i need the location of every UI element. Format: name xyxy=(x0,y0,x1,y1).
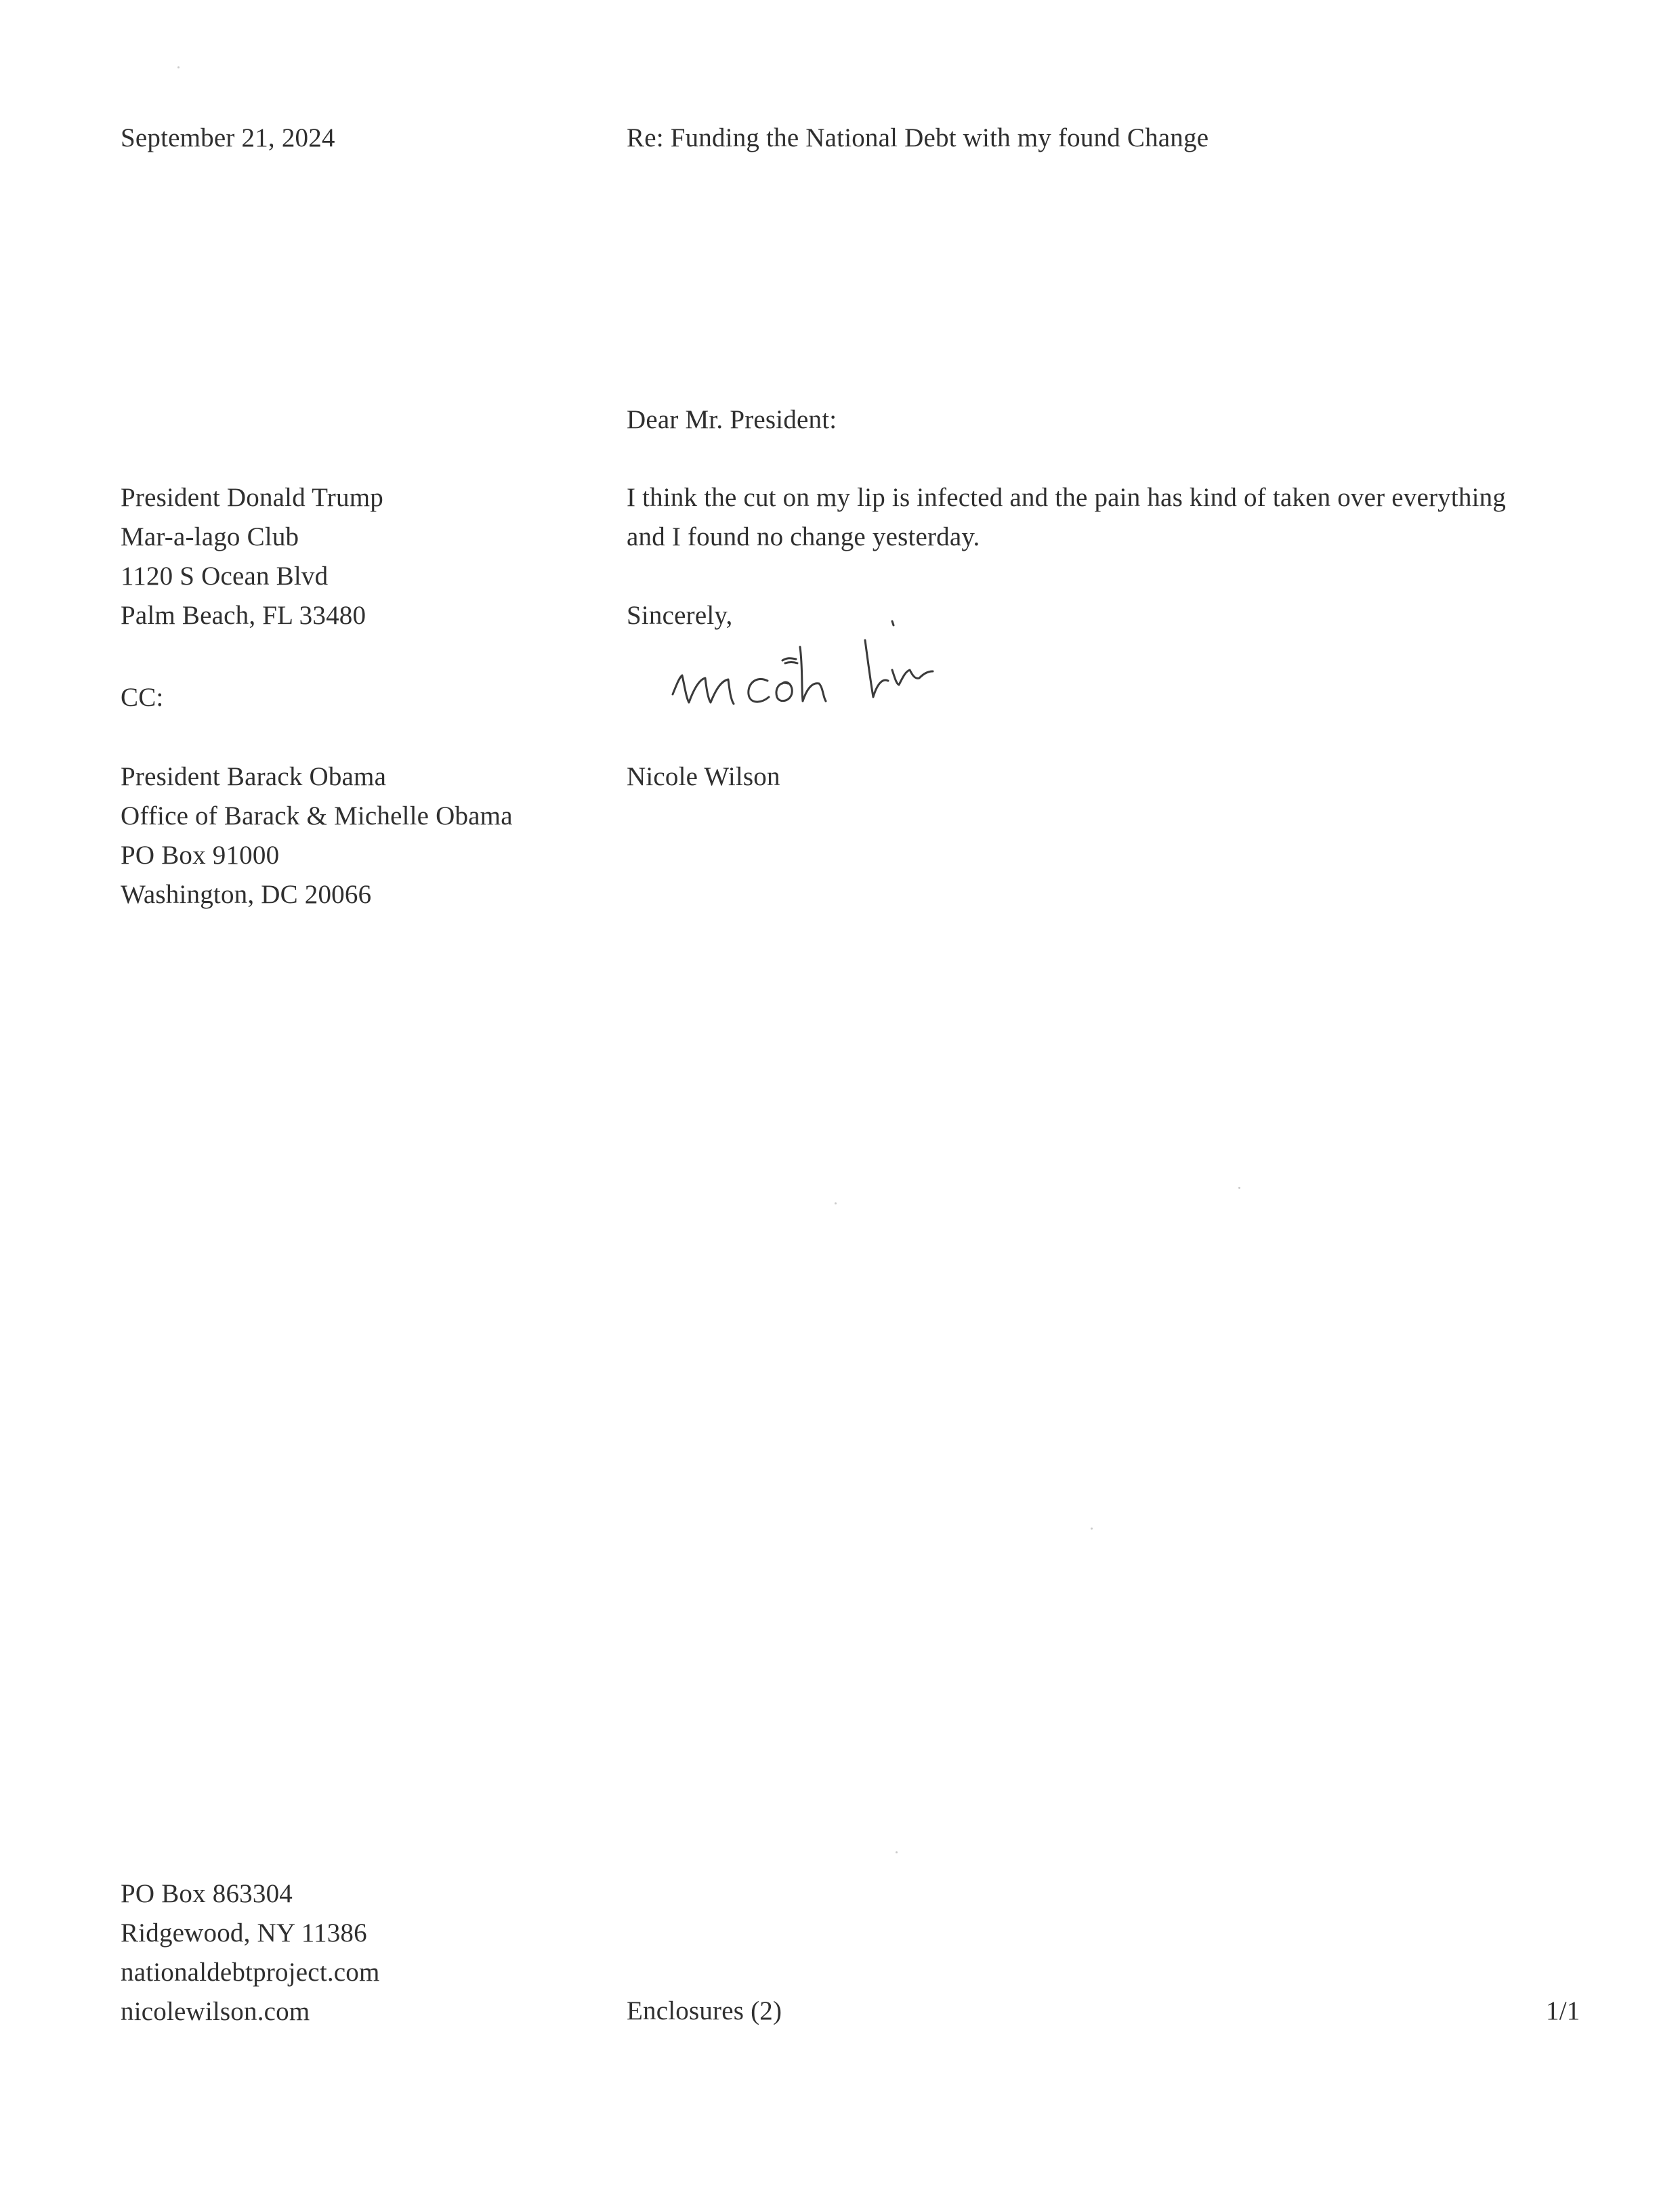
letter-body xyxy=(627,478,1506,557)
salutation: Dear Mr. President: xyxy=(627,405,837,434)
cc-recipient-name: President Barack Obama xyxy=(121,762,387,791)
sender-address xyxy=(121,1874,380,2032)
body-line-1: I think the cut on my lip is infected and the pain has kind of taken over everything xyxy=(627,483,1507,512)
signer-name: Nicole Wilson xyxy=(627,762,780,791)
recipient-line-3: 1120 S Ocean Blvd xyxy=(121,562,329,591)
scan-speck xyxy=(896,1851,898,1853)
scan-speck xyxy=(1091,1528,1093,1530)
page-number: 1/1 xyxy=(1546,1996,1580,2025)
cc-recipient-line-3: PO Box 91000 xyxy=(121,841,280,870)
scan-speck xyxy=(835,1202,837,1204)
sender-city: Ridgewood, NY 11386 xyxy=(121,1918,367,1948)
recipient-name: President Donald Trump xyxy=(121,483,383,512)
recipient-address xyxy=(121,478,383,635)
body-line-2: and I found no change yesterday. xyxy=(627,522,980,551)
sender-website-1: nationaldebtproject.com xyxy=(121,1958,380,1987)
letter-date: September 21, 2024 xyxy=(121,123,335,152)
enclosures-note: Enclosures (2) xyxy=(627,1996,782,2025)
scan-speck xyxy=(1238,1187,1240,1189)
recipient-line-4: Palm Beach, FL 33480 xyxy=(121,601,366,630)
cc-label: CC: xyxy=(121,683,164,712)
letter-subject: Re: Funding the National Debt with my found Change xyxy=(627,123,1209,152)
recipient-line-2: Mar-a-lago Club xyxy=(121,522,299,551)
cc-recipient-line-2: Office of Barack & Michelle Obama xyxy=(121,801,513,830)
closing: Sincerely, xyxy=(627,601,733,630)
handwritten-signature xyxy=(667,613,979,728)
sender-website-2: nicolewilson.com xyxy=(121,1997,310,2026)
cc-recipient-line-4: Washington, DC 20066 xyxy=(121,880,372,909)
scan-speck xyxy=(177,66,180,68)
sender-po-box: PO Box 863304 xyxy=(121,1879,293,1908)
cc-recipient-address xyxy=(121,757,513,914)
